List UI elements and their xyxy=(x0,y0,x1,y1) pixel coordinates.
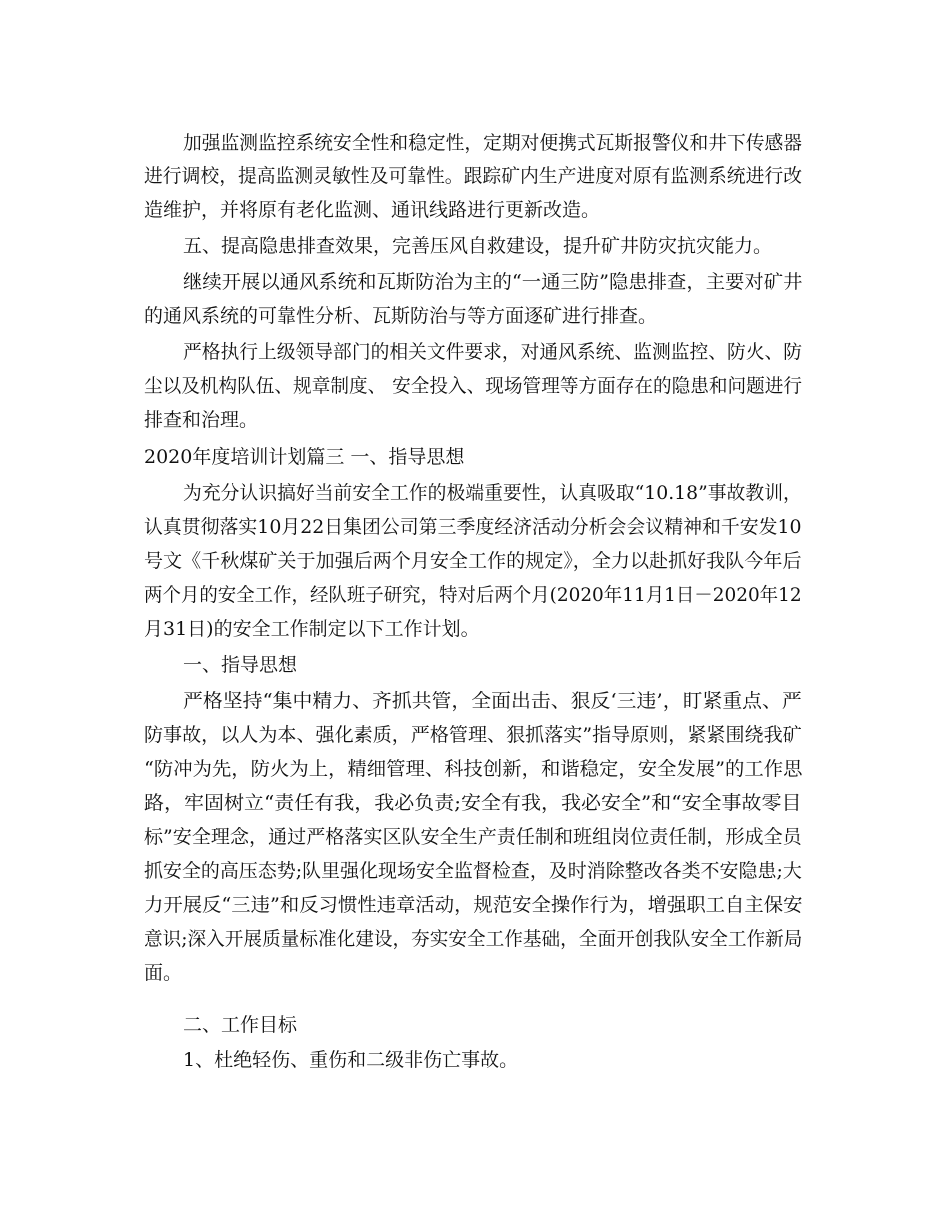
paragraph-line: 为充分认识搞好当前安全工作的极端重要性，认真吸取“10.18”事故教训， xyxy=(183,482,802,504)
document-title-line: 2020年度培训计划篇三 一、指导思想 xyxy=(144,446,465,468)
paragraph-line: 认真贯彻落实10月22日集团公司第三季度经济活动分析会会议精神和千安发10 xyxy=(144,516,802,538)
paragraph-line: 两个月的安全工作，经队班子研究，特对后两个月(2020年11月1日－2020年12 xyxy=(144,584,802,606)
paragraph-line: 进行调校，提高监测灵敏性及可靠性。跟踪矿内生产进度对原有监测系统进行改 xyxy=(144,165,803,187)
paragraph-line: 严格执行上级领导部门的相关文件要求，对通风系统、监测监控、防火、防 xyxy=(183,341,803,363)
paragraph-line: 加强监测监控系统安全性和稳定性，定期对便携式瓦斯报警仪和井下传感器 xyxy=(183,132,803,154)
section-heading: 五、提高隐患排查效果，完善压风自救建设，提升矿井防灾抗灾能力。 xyxy=(183,235,773,257)
paragraph-line: “防冲为先，防火为上，精细管理、科技创新，和谐稳定，安全发展”的工作思 xyxy=(144,758,803,780)
paragraph-line: 力开展反“三违”和反习惯性违章活动，规范安全操作行为，增强职工自主保安 xyxy=(144,894,803,916)
paragraph-line: 继续开展以通风系统和瓦斯防治为主的“一通三防”隐患排查，主要对矿井 xyxy=(183,271,803,293)
paragraph-line: 抓安全的高压态势;队里强化现场安全监督检查，及时消除整改各类不安隐患;大 xyxy=(144,860,802,882)
paragraph-line: 号文《千秋煤矿关于加强后两个月安全工作的规定》，全力以赴抓好我队今年后 xyxy=(144,550,802,572)
paragraph-line: 防事故，以人为本、强化素质，严格管理、狠抓落实”指导原则，紧紧围绕我矿 xyxy=(144,724,802,746)
paragraph-line: 标”安全理念，通过严格落实区队安全生产责任制和班组岗位责任制，形成全员 xyxy=(144,826,802,848)
paragraph-line: 月31日)的安全工作制定以下工作计划。 xyxy=(144,618,480,640)
paragraph-line: 面。 xyxy=(144,962,183,984)
paragraph-line: 严格坚持“集中精力、齐抓共管，全面出击、狠反‘三违’，盯紧重点、严 xyxy=(183,690,802,712)
paragraph-line: 1、杜绝轻伤、重伤和二级非伤亡事故。 xyxy=(183,1049,519,1071)
paragraph-line: 尘以及机构队伍、规章制度、 安全投入、现场管理等方面存在的隐患和问题进行 xyxy=(144,375,803,397)
paragraph-line: 的通风系统的可靠性分析、瓦斯防治与等方面逐矿进行排查。 xyxy=(144,305,658,327)
section-heading: 二、工作目标 xyxy=(183,1014,298,1036)
section-heading: 一、指导思想 xyxy=(183,654,298,676)
paragraph-line: 路，牢固树立“责任有我，我必负责;安全有我，我必安全”和“安全事故零目 xyxy=(144,792,802,814)
paragraph-line: 意识;深入开展质量标准化建设，夯实安全工作基础，全面开创我队安全工作新局 xyxy=(144,928,803,950)
paragraph-line: 排查和治理。 xyxy=(144,409,259,431)
paragraph-line: 造维护，并将原有老化监测、通讯线路进行更新改造。 xyxy=(144,199,601,221)
